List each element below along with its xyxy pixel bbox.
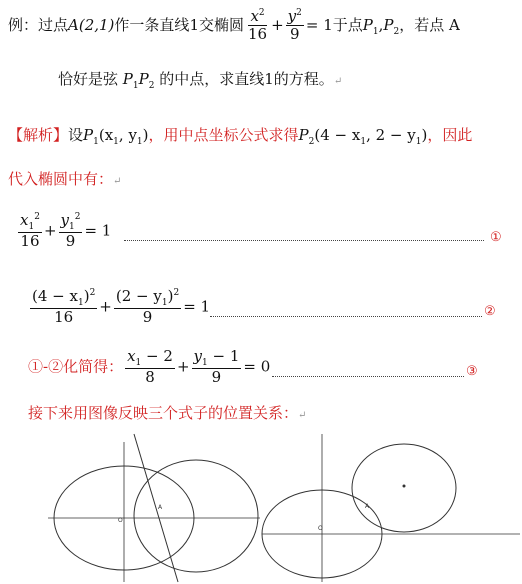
dots-eq2: [210, 316, 482, 317]
right-origin-label: O: [318, 525, 323, 532]
point-a: A(2,1): [68, 15, 115, 34]
example-line-1: 例：过点A(2,1)作一条直线1交椭圆 $\frac{x^2}{16}$ + $\frac{y^2}{9}$ = 1于点$P_1,P_2$，若点 A: [8, 7, 460, 44]
solution-line-1: 【解析】设$P_1(x_1$, $y_1$)，用中点坐标公式求得$P_2(4 - x_1$, $2 - y_1$)，因此: [8, 126, 473, 147]
right-diagram: [262, 434, 520, 582]
example-prefix: 例：过点: [8, 15, 69, 34]
left-diagram: [48, 434, 260, 582]
solution-line-2: 代入椭圆中有：↵: [8, 170, 122, 188]
example-line-2: 恰好是弦 $P_1P_2$ 的中点，求直线1的方程。↵: [58, 70, 343, 91]
dots-eq1: [124, 240, 484, 241]
solution-tag: 【解析】: [8, 126, 69, 144]
mark-2: ②: [484, 304, 496, 319]
mark-1: ①: [490, 230, 502, 245]
example-after: 于点: [332, 15, 363, 34]
left-chord-line: [134, 434, 178, 582]
left-ellipse-shifted: [134, 460, 258, 572]
frac-x2-16: $\frac{x^2}{16}$: [248, 7, 268, 44]
closing-line: 接下来用图像反映三个式子的位置关系：↵: [28, 404, 307, 422]
right-center-dot: [403, 485, 406, 488]
frac-y2-9: $\frac{y^2}{9}$: [287, 7, 302, 44]
right-point-a-label: A: [365, 503, 370, 510]
example-mid2: 交椭圆: [198, 15, 244, 34]
equation-3: ①-②化简得： $\frac{x_1 - 2}{8}$ + $\frac{y_1 - 1}{9}$ = 0: [28, 347, 271, 387]
eq-rhs: = 1: [305, 15, 333, 34]
right-ellipse-shifted: [352, 444, 456, 532]
equation-1: $\frac{x_1^2}{16}$ + $\frac{y_1^2}{9}$ = 1: [20, 211, 112, 251]
left-origin-label: O: [118, 517, 123, 524]
line-l: 1: [189, 15, 199, 34]
example-tail: ，若点 A: [399, 15, 460, 34]
example-mid1: 作一条直线: [114, 15, 190, 34]
solution-red-text: ，用中点坐标公式求得: [148, 126, 299, 144]
dots-eq3: [272, 376, 464, 377]
mark-3: ③: [466, 364, 478, 379]
figure-diagrams: [0, 424, 522, 584]
left-point-a-label: A: [158, 504, 163, 511]
equation-2: $\frac{(4 - x_1)^2}{16}$ + $\frac{(2 - y_1)^2}{9}$ = 1: [32, 287, 211, 327]
